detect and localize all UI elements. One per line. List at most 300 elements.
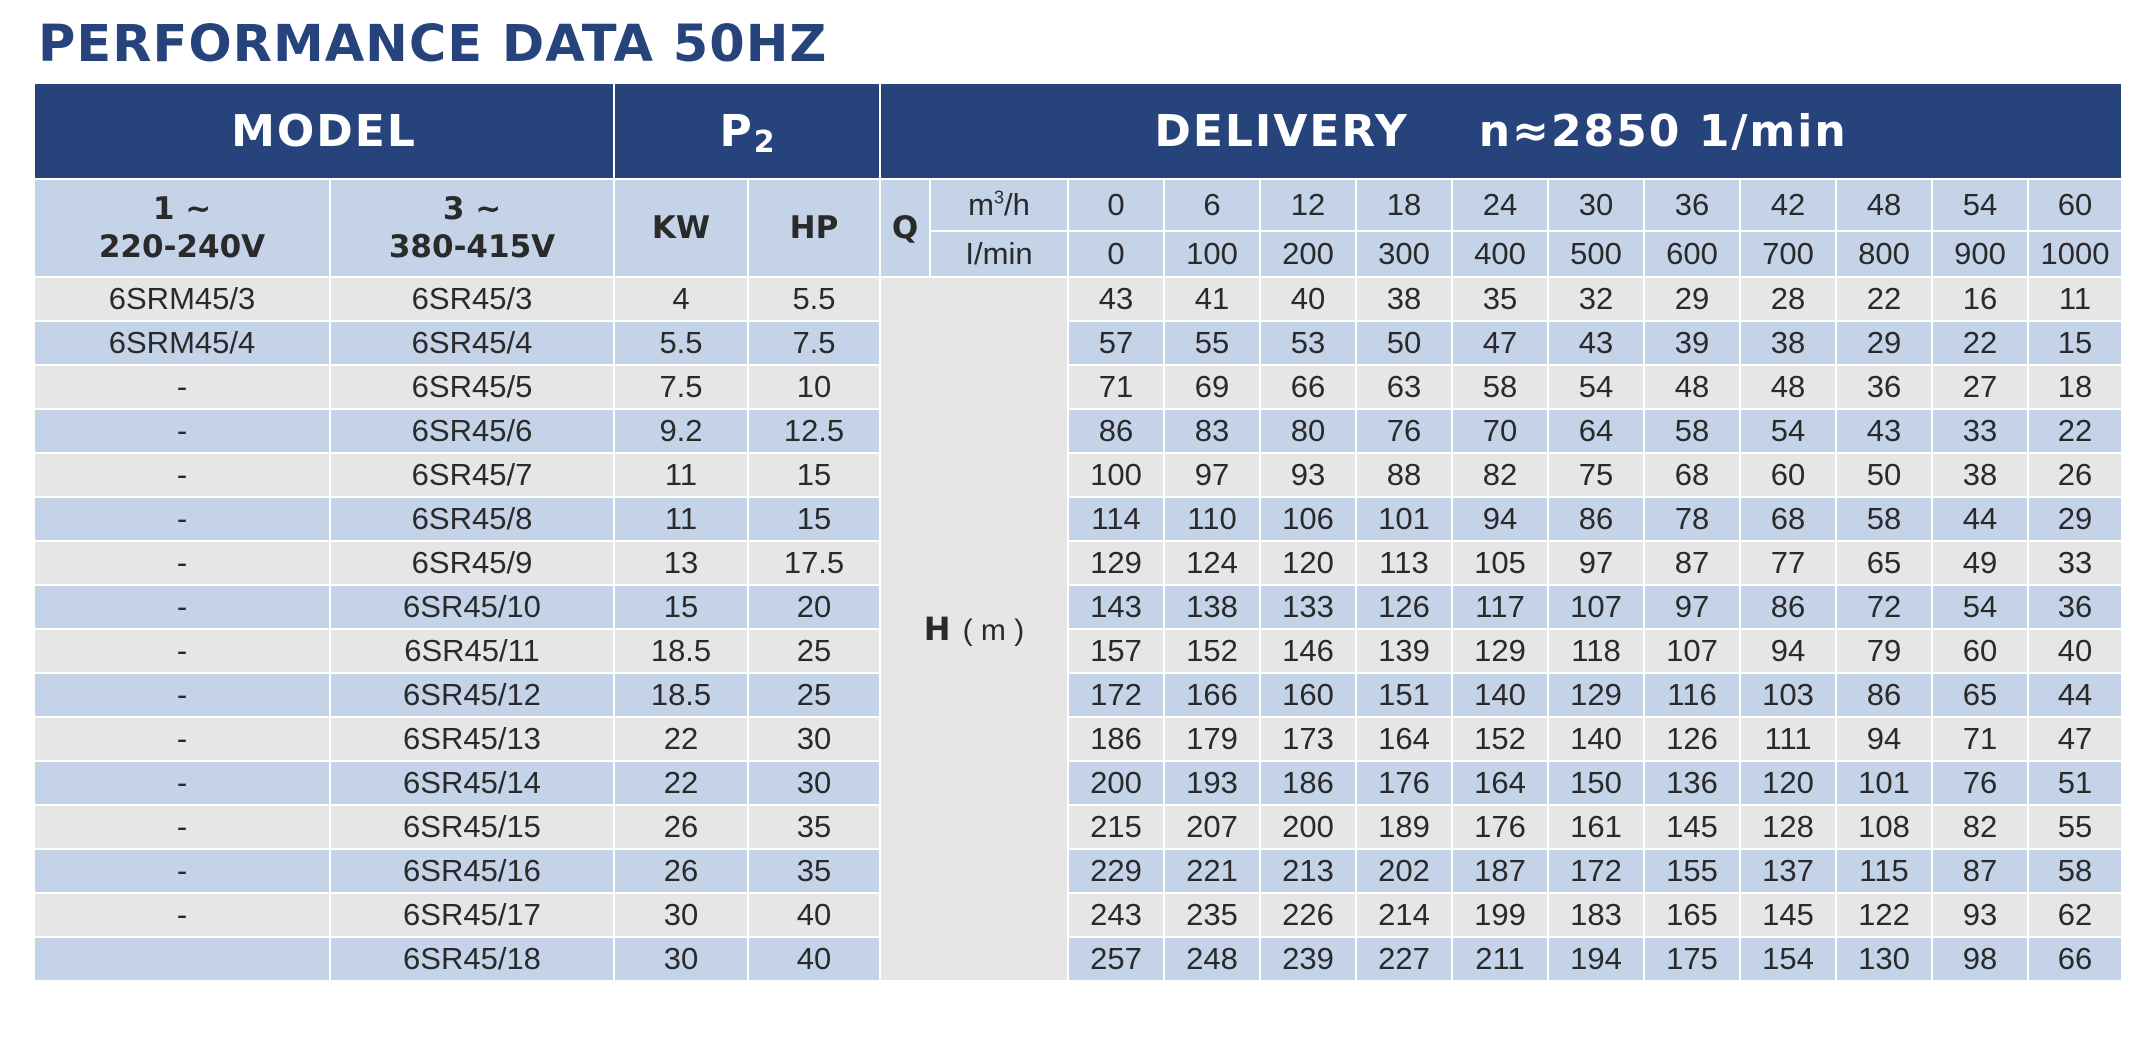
- head-value-cell: 53: [1260, 321, 1356, 365]
- flow-lmin-cell: 700: [1740, 231, 1836, 277]
- power-kw: 22: [614, 717, 748, 761]
- head-value-cell: 129: [1452, 629, 1548, 673]
- head-value-cell: 176: [1452, 805, 1548, 849]
- table-row: [34, 541, 2122, 585]
- head-value-cell: 77: [1740, 541, 1836, 585]
- head-value-cell: 86: [1068, 409, 1164, 453]
- power-hp: 5.5: [748, 277, 880, 321]
- single-phase-model: -: [34, 761, 330, 805]
- head-value-cell: 128: [1740, 805, 1836, 849]
- head-value-cell: 68: [1644, 453, 1740, 497]
- table-row: [34, 585, 2122, 629]
- single-phase-voltage: 220-240V: [98, 229, 266, 265]
- three-phase-model: 6SR45/13: [330, 717, 614, 761]
- head-value-cell: 93: [1932, 893, 2028, 937]
- head-value-cell: 16: [1932, 277, 2028, 321]
- power-hp: 17.5: [748, 541, 880, 585]
- head-value-cell: 38: [1356, 277, 1452, 321]
- power-kw: 9.2: [614, 409, 748, 453]
- single-phase-model: -: [34, 805, 330, 849]
- header-band: [34, 83, 2122, 179]
- head-value-cell: 257: [1068, 937, 1164, 981]
- power-hp: 20: [748, 585, 880, 629]
- head-value-cell: 58: [2028, 849, 2122, 893]
- flow-lmin-cell: 100: [1164, 231, 1260, 277]
- head-value-cell: 75: [1548, 453, 1644, 497]
- head-value-cell: 140: [1452, 673, 1548, 717]
- power-kw: 30: [614, 937, 748, 981]
- unit-m3h: [930, 179, 1068, 231]
- flow-m3h-cell: 6: [1164, 179, 1260, 231]
- head-value-cell: 239: [1260, 937, 1356, 981]
- head-value-cell: 36: [2028, 585, 2122, 629]
- head-value-cell: 54: [1740, 409, 1836, 453]
- head-value-cell: 114: [1068, 497, 1164, 541]
- head-value-cell: 72: [1836, 585, 1932, 629]
- flow-m3h-cell: 42: [1740, 179, 1836, 231]
- power-kw: 5.5: [614, 321, 748, 365]
- flow-lmin-cell: 300: [1356, 231, 1452, 277]
- head-value-cell: 213: [1260, 849, 1356, 893]
- power-hp: 35: [748, 849, 880, 893]
- single-phase-model: -: [34, 629, 330, 673]
- three-phase-model: 6SR45/11: [330, 629, 614, 673]
- head-value-cell: 211: [1452, 937, 1548, 981]
- head-value-cell: 40: [1260, 277, 1356, 321]
- head-value-cell: 107: [1548, 585, 1644, 629]
- single-phase-model: -: [34, 453, 330, 497]
- head-value-cell: 176: [1356, 761, 1452, 805]
- speed-label: n≈2850 1/min: [1478, 105, 1848, 157]
- head-value-cell: 38: [1740, 321, 1836, 365]
- head-value-cell: 166: [1164, 673, 1260, 717]
- head-value-cell: 51: [2028, 761, 2122, 805]
- head-value-cell: 39: [1644, 321, 1740, 365]
- head-value-cell: 126: [1356, 585, 1452, 629]
- head-value-cell: 186: [1260, 761, 1356, 805]
- head-value-cell: 22: [2028, 409, 2122, 453]
- head-value-cell: 126: [1644, 717, 1740, 761]
- head-value-cell: 69: [1164, 365, 1260, 409]
- head-value-cell: 164: [1452, 761, 1548, 805]
- head-value-cell: 88: [1356, 453, 1452, 497]
- head-value-cell: 86: [1836, 673, 1932, 717]
- three-phase-model: 6SR45/3: [330, 277, 614, 321]
- p2-header: [614, 83, 880, 179]
- single-phase-model: -: [34, 717, 330, 761]
- head-value-cell: 33: [1932, 409, 2028, 453]
- single-phase-model: -: [34, 849, 330, 893]
- head-value-cell: 50: [1836, 453, 1932, 497]
- power-hp: 7.5: [748, 321, 880, 365]
- head-value-cell: 164: [1356, 717, 1452, 761]
- flow-lmin-cell: 900: [1932, 231, 2028, 277]
- flow-lmin-cell: 200: [1260, 231, 1356, 277]
- head-value-cell: 227: [1356, 937, 1452, 981]
- delivery-header: [880, 83, 2122, 179]
- head-value-cell: 111: [1740, 717, 1836, 761]
- single-phase-model: -: [34, 673, 330, 717]
- table-row: [34, 409, 2122, 453]
- head-value-cell: 65: [1932, 673, 2028, 717]
- head-value-cell: 82: [1932, 805, 2028, 849]
- head-value-cell: 57: [1068, 321, 1164, 365]
- flow-lmin-cell: 400: [1452, 231, 1548, 277]
- power-hp: 40: [748, 893, 880, 937]
- flow-m3h-cell: 0: [1068, 179, 1164, 231]
- head-value-cell: 78: [1644, 497, 1740, 541]
- flow-lmin-cell: 0: [1068, 231, 1164, 277]
- head-value-cell: 40: [2028, 629, 2122, 673]
- power-kw: 15: [614, 585, 748, 629]
- head-value-cell: 97: [1164, 453, 1260, 497]
- table-row: [34, 805, 2122, 849]
- head-value-cell: 58: [1452, 365, 1548, 409]
- head-value-cell: 145: [1644, 805, 1740, 849]
- unit-lmin: I/min: [930, 231, 1068, 277]
- head-value-cell: 64: [1548, 409, 1644, 453]
- head-value-cell: 58: [1644, 409, 1740, 453]
- head-value-cell: 133: [1260, 585, 1356, 629]
- head-value-cell: 215: [1068, 805, 1164, 849]
- head-value-cell: 155: [1644, 849, 1740, 893]
- head-value-cell: 58: [1836, 497, 1932, 541]
- q-label: Q: [880, 179, 930, 277]
- head-value-cell: 183: [1548, 893, 1644, 937]
- head-value-cell: 189: [1356, 805, 1452, 849]
- head-value-cell: 103: [1740, 673, 1836, 717]
- flow-m3h-cell: 48: [1836, 179, 1932, 231]
- head-value-cell: 28: [1740, 277, 1836, 321]
- head-value-cell: 136: [1644, 761, 1740, 805]
- power-kw: 26: [614, 849, 748, 893]
- flow-m3h-cell: 18: [1356, 179, 1452, 231]
- page-title: PERFORMANCE DATA 50HZ: [38, 15, 828, 74]
- three-phase-header: [330, 179, 614, 277]
- power-hp: 12.5: [748, 409, 880, 453]
- head-value-cell: 154: [1740, 937, 1836, 981]
- power-kw: 30: [614, 893, 748, 937]
- single-phase-model: -: [34, 585, 330, 629]
- head-value-cell: 47: [2028, 717, 2122, 761]
- head-value-cell: 86: [1740, 585, 1836, 629]
- head-value-cell: 15: [2028, 321, 2122, 365]
- head-value-cell: 79: [1836, 629, 1932, 673]
- head-value-cell: 129: [1068, 541, 1164, 585]
- head-value-cell: 22: [1836, 277, 1932, 321]
- single-phase-model: -: [34, 893, 330, 937]
- head-value-cell: 47: [1452, 321, 1548, 365]
- head-value-cell: 86: [1548, 497, 1644, 541]
- flow-lmin-cell: 1000: [2028, 231, 2122, 277]
- head-value-cell: 146: [1260, 629, 1356, 673]
- head-value-cell: 243: [1068, 893, 1164, 937]
- head-value-cell: 207: [1164, 805, 1260, 849]
- head-value-cell: 66: [2028, 937, 2122, 981]
- head-value-cell: 221: [1164, 849, 1260, 893]
- three-phase-model: 6SR45/16: [330, 849, 614, 893]
- head-value-cell: 199: [1452, 893, 1548, 937]
- head-value-cell: 105: [1452, 541, 1548, 585]
- head-letter: H: [923, 610, 951, 648]
- head-value-cell: 124: [1164, 541, 1260, 585]
- power-hp: 15: [748, 453, 880, 497]
- head-value-cell: 71: [1932, 717, 2028, 761]
- head-value-cell: 43: [1068, 277, 1164, 321]
- single-phase-model: 6SRM45/3: [34, 277, 330, 321]
- three-phase-model: 6SR45/17: [330, 893, 614, 937]
- head-value-cell: 29: [1644, 277, 1740, 321]
- head-value-cell: 157: [1068, 629, 1164, 673]
- flow-m3h-cell: 30: [1548, 179, 1644, 231]
- power-kw: 26: [614, 805, 748, 849]
- head-value-cell: 151: [1356, 673, 1452, 717]
- hp-header: HP: [748, 179, 880, 277]
- head-value-cell: 26: [2028, 453, 2122, 497]
- head-value-cell: 175: [1644, 937, 1740, 981]
- head-value-cell: 32: [1548, 277, 1644, 321]
- kw-header: KW: [614, 179, 748, 277]
- unit-m3h-base: m: [968, 187, 994, 222]
- head-unit: ( m ): [962, 614, 1025, 647]
- flow-m3h-cell: 54: [1932, 179, 2028, 231]
- head-value-cell: 248: [1164, 937, 1260, 981]
- three-phase-model: 6SR45/6: [330, 409, 614, 453]
- single-phase-header: [34, 179, 330, 277]
- table-row: [34, 321, 2122, 365]
- head-value-cell: 87: [1644, 541, 1740, 585]
- head-value-cell: 41: [1164, 277, 1260, 321]
- power-hp: 40: [748, 937, 880, 981]
- power-hp: 25: [748, 673, 880, 717]
- power-hp: 25: [748, 629, 880, 673]
- three-phase-model: 6SR45/14: [330, 761, 614, 805]
- head-value-cell: 60: [1740, 453, 1836, 497]
- table-row: [34, 893, 2122, 937]
- head-value-cell: 36: [1836, 365, 1932, 409]
- head-value-cell: 100: [1068, 453, 1164, 497]
- head-value-cell: 71: [1068, 365, 1164, 409]
- head-value-cell: 118: [1548, 629, 1644, 673]
- head-value-cell: 202: [1356, 849, 1452, 893]
- head-value-cell: 200: [1260, 805, 1356, 849]
- head-value-cell: 94: [1452, 497, 1548, 541]
- head-value-cell: 120: [1260, 541, 1356, 585]
- table-body: [34, 83, 2122, 981]
- three-phase-symbol: 3 ~: [442, 191, 502, 227]
- head-value-cell: 186: [1068, 717, 1164, 761]
- power-kw: 7.5: [614, 365, 748, 409]
- head-value-cell: 129: [1548, 673, 1644, 717]
- flow-m3h-cell: 60: [2028, 179, 2122, 231]
- head-value-cell: 179: [1164, 717, 1260, 761]
- head-value-cell: 110: [1164, 497, 1260, 541]
- single-phase-symbol: 1 ~: [152, 191, 212, 227]
- head-value-cell: 214: [1356, 893, 1452, 937]
- head-value-cell: 172: [1068, 673, 1164, 717]
- flow-m3h-cell: 36: [1644, 179, 1740, 231]
- power-kw: 22: [614, 761, 748, 805]
- head-value-cell: 229: [1068, 849, 1164, 893]
- head-value-cell: 226: [1260, 893, 1356, 937]
- head-value-cell: 66: [1260, 365, 1356, 409]
- table-row: [34, 849, 2122, 893]
- performance-table: [33, 82, 2123, 982]
- head-value-cell: 143: [1068, 585, 1164, 629]
- head-value-cell: 165: [1644, 893, 1740, 937]
- head-value-cell: 97: [1644, 585, 1740, 629]
- table-row: [34, 937, 2122, 981]
- p2-letter: P: [719, 105, 754, 157]
- head-value-cell: 35: [1452, 277, 1548, 321]
- head-value-cell: 55: [2028, 805, 2122, 849]
- head-value-cell: 152: [1452, 717, 1548, 761]
- flow-m3h-cell: 12: [1260, 179, 1356, 231]
- three-phase-model: 6SR45/12: [330, 673, 614, 717]
- head-value-cell: 137: [1740, 849, 1836, 893]
- head-value-cell: 108: [1836, 805, 1932, 849]
- head-value-cell: 82: [1452, 453, 1548, 497]
- subheader-row-m3h: [34, 179, 2122, 231]
- head-value-cell: 94: [1740, 629, 1836, 673]
- head-value-cell: 18: [2028, 365, 2122, 409]
- head-value-cell: 65: [1836, 541, 1932, 585]
- head-value-cell: 29: [1836, 321, 1932, 365]
- head-value-cell: 48: [1740, 365, 1836, 409]
- head-value-cell: 44: [1932, 497, 2028, 541]
- head-value-cell: 130: [1836, 937, 1932, 981]
- head-value-cell: 43: [1548, 321, 1644, 365]
- table-row: [34, 717, 2122, 761]
- head-value-cell: 22: [1932, 321, 2028, 365]
- head-value-cell: 49: [1932, 541, 2028, 585]
- head-value-cell: 27: [1932, 365, 2028, 409]
- model-header: MODEL: [34, 83, 614, 179]
- three-phase-model: 6SR45/4: [330, 321, 614, 365]
- head-value-cell: 68: [1740, 497, 1836, 541]
- head-value-cell: 235: [1164, 893, 1260, 937]
- power-kw: 13: [614, 541, 748, 585]
- head-value-cell: 138: [1164, 585, 1260, 629]
- head-value-cell: 93: [1260, 453, 1356, 497]
- power-kw: 18.5: [614, 629, 748, 673]
- head-value-cell: 106: [1260, 497, 1356, 541]
- head-value-cell: 194: [1548, 937, 1644, 981]
- single-phase-model: -: [34, 365, 330, 409]
- table-row: [34, 761, 2122, 805]
- single-phase-model: -: [34, 409, 330, 453]
- table-row: [34, 629, 2122, 673]
- head-value-cell: 145: [1740, 893, 1836, 937]
- three-phase-model: 6SR45/10: [330, 585, 614, 629]
- head-value-cell: 70: [1452, 409, 1548, 453]
- three-phase-model: 6SR45/15: [330, 805, 614, 849]
- head-value-cell: 200: [1068, 761, 1164, 805]
- head-value-cell: 150: [1548, 761, 1644, 805]
- power-hp: 35: [748, 805, 880, 849]
- single-phase-model: -: [34, 497, 330, 541]
- power-kw: 11: [614, 497, 748, 541]
- head-value-cell: 63: [1356, 365, 1452, 409]
- single-phase-model: 6SRM45/4: [34, 321, 330, 365]
- head-value-cell: 44: [2028, 673, 2122, 717]
- table-row: [34, 365, 2122, 409]
- head-value-cell: 43: [1836, 409, 1932, 453]
- head-value-cell: 172: [1548, 849, 1644, 893]
- power-kw: 11: [614, 453, 748, 497]
- power-kw: 18.5: [614, 673, 748, 717]
- power-hp: 15: [748, 497, 880, 541]
- head-value-cell: 94: [1836, 717, 1932, 761]
- head-value-cell: 139: [1356, 629, 1452, 673]
- flow-m3h-cell: 24: [1452, 179, 1548, 231]
- power-hp: 30: [748, 761, 880, 805]
- head-value-cell: 193: [1164, 761, 1260, 805]
- head-value-cell: 60: [1932, 629, 2028, 673]
- head-value-cell: 62: [2028, 893, 2122, 937]
- head-value-cell: 98: [1932, 937, 2028, 981]
- head-value-cell: 54: [1932, 585, 2028, 629]
- three-phase-model: 6SR45/18: [330, 937, 614, 981]
- head-value-cell: 38: [1932, 453, 2028, 497]
- head-value-cell: 87: [1932, 849, 2028, 893]
- head-value-cell: 161: [1548, 805, 1644, 849]
- head-value-cell: 152: [1164, 629, 1260, 673]
- head-value-cell: 173: [1260, 717, 1356, 761]
- single-phase-model: [34, 937, 330, 981]
- single-phase-model: -: [34, 541, 330, 585]
- three-phase-model: 6SR45/7: [330, 453, 614, 497]
- flow-lmin-cell: 600: [1644, 231, 1740, 277]
- power-hp: 10: [748, 365, 880, 409]
- head-value-cell: 83: [1164, 409, 1260, 453]
- head-value-cell: 116: [1644, 673, 1740, 717]
- head-value-cell: 55: [1164, 321, 1260, 365]
- unit-m3h-per-hour: /h: [1003, 187, 1030, 222]
- head-value-cell: 80: [1260, 409, 1356, 453]
- head-value-cell: 50: [1356, 321, 1452, 365]
- flow-lmin-cell: 800: [1836, 231, 1932, 277]
- head-value-cell: 117: [1452, 585, 1548, 629]
- head-value-cell: 113: [1356, 541, 1452, 585]
- p2-subscript: 2: [753, 124, 775, 160]
- three-phase-model: 6SR45/5: [330, 365, 614, 409]
- head-value-cell: 120: [1740, 761, 1836, 805]
- head-value-cell: 187: [1452, 849, 1548, 893]
- three-phase-model: 6SR45/9: [330, 541, 614, 585]
- head-value-cell: 101: [1836, 761, 1932, 805]
- head-value-cell: 115: [1836, 849, 1932, 893]
- head-value-cell: 33: [2028, 541, 2122, 585]
- head-value-cell: 29: [2028, 497, 2122, 541]
- flow-lmin-cell: 500: [1548, 231, 1644, 277]
- head-value-cell: 76: [1932, 761, 2028, 805]
- head-value-cell: 101: [1356, 497, 1452, 541]
- three-phase-voltage: 380-415V: [388, 229, 556, 265]
- unit-m3h-exponent: 3: [993, 187, 1004, 208]
- power-kw: 4: [614, 277, 748, 321]
- head-value-cell: 54: [1548, 365, 1644, 409]
- delivery-label: DELIVERY: [1154, 105, 1409, 157]
- table-row: [34, 497, 2122, 541]
- table-row: [34, 453, 2122, 497]
- table-row: [34, 673, 2122, 717]
- head-value-cell: 140: [1548, 717, 1644, 761]
- head-value-cell: 97: [1548, 541, 1644, 585]
- head-value-cell: 122: [1836, 893, 1932, 937]
- head-value-cell: 48: [1644, 365, 1740, 409]
- table-row: [34, 277, 2122, 321]
